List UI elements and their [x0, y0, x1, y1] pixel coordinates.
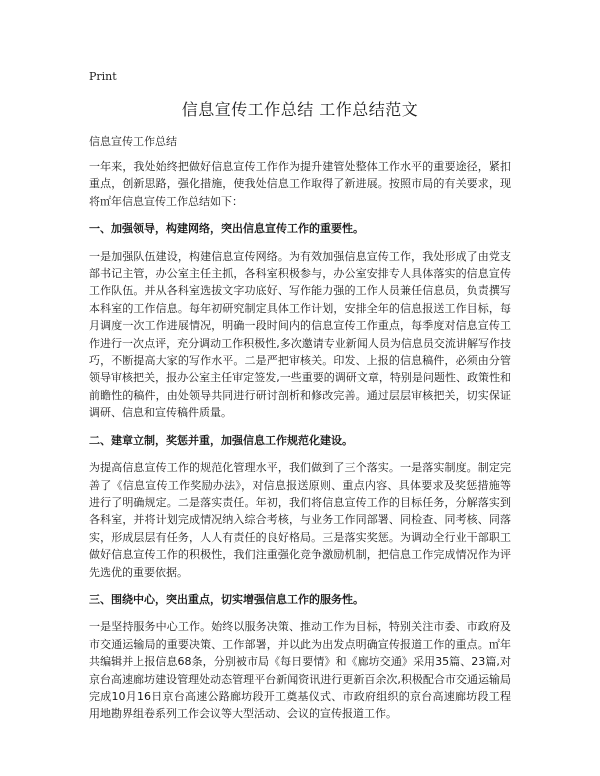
print-link[interactable]: Print: [89, 70, 117, 83]
section-2-heading: 二、建章立制，奖惩并重，加强信息工作规范化建设。: [89, 433, 353, 447]
intro-paragraph: 一年来，我处始终把做好信息宣传工作作为提升建管处整体工作水平的重要途径，紧扣重点，创新思路，强化措施，使我处信息工作取得了新进展。按照市局的有关要求，现将㎡年信息宣传工作总结如下：: [89, 160, 511, 208]
section-1-heading: 一、加强领导，构建网络，突出信息宣传工作的重要性。: [89, 222, 364, 236]
document-body: [89, 158, 511, 733]
document-title: 信息宣传工作总结 工作总结范文: [181, 100, 419, 119]
section-3-body: 一是坚持服务中心工作。始终以服务决策、推动工作为目标，特别关注市委、市政府及市交通运输局的重要决策、工作部署，并以此为出发点明确宣传报道工作的重点。㎡年共编辑并上报信息68条，分别被市局《每日要情》和《廊坊交通》采用35篇、23篇,对京台高速廊坊建设管理处动态管理平台新闻资讯进行更新百余次,积极配合市交通运输局完成10月16日京台高速公路廊坊段开工奠基仪式、市政府组织的京台高速廊坊段工程用地勘界组卷系列工作会议等大型活动、会议的宣传报道工作。: [89, 620, 511, 721]
document-subtitle: 信息宣传工作总结: [89, 135, 177, 148]
section-1-body: 一是加强队伍建设，构建信息宣传网络。为有效加强信息宣传工作，我处形成了由党支部书记主管，办公室主任主抓，各科室积极参与，办公室安排专人具体落实的信息宣传工作队伍。并从各科室选拔文字功底好、写作能力强的工作人员兼任信息员，负责撰写本科室的工作信息。每年初研究制定具体工作计划，安排全年的信息报送工作目标，每月调度一次工作进展情况，明确一段时间内的信息宣传工作重点，每季度对信息宣传工作进行一次点评，充分调动工作积极性,多次邀请专业新闻人员为信息员交流讲解写作技巧，不断提高大家的写作水平。二是严把审核关。印发、上报的信息稿件，必须由分管领导审核把关，报办公室主任审定签发,一些重要的调研文章，特别是问题性、政策性和前瞻性的稿件，由处领导共同进行研讨剖析和修改完善。通过层层审核把关，切实保证调研、信息和宣传稿件质量。: [89, 249, 511, 420]
section-2-body: 为提高信息宣传工作的规范化管理水平，我们做到了三个落实。一是落实制度。制定完善了《信息宣传工作奖励办法》，对信息报送原则、重点内容、具体要求及奖惩措施等进行了明确规定。二是落实责任。年初，我们将信息宣传工作的目标任务，分解落实到各科室，并将计划完成情况纳入综合考核，与业务工作同部署、同检查、同考核、同落实，形成层层有任务，人人有责任的良好格局。三是落实奖惩。为调动全行业干部职工做好信息宣传工作的积极性，我们注重强化竞争激励机制，把信息工作完成情况作为评先选优的重要依据。: [89, 461, 511, 579]
section-3-heading: 三、围绕中心，突出重点，切实增强信息工作的服务性。: [89, 592, 364, 606]
